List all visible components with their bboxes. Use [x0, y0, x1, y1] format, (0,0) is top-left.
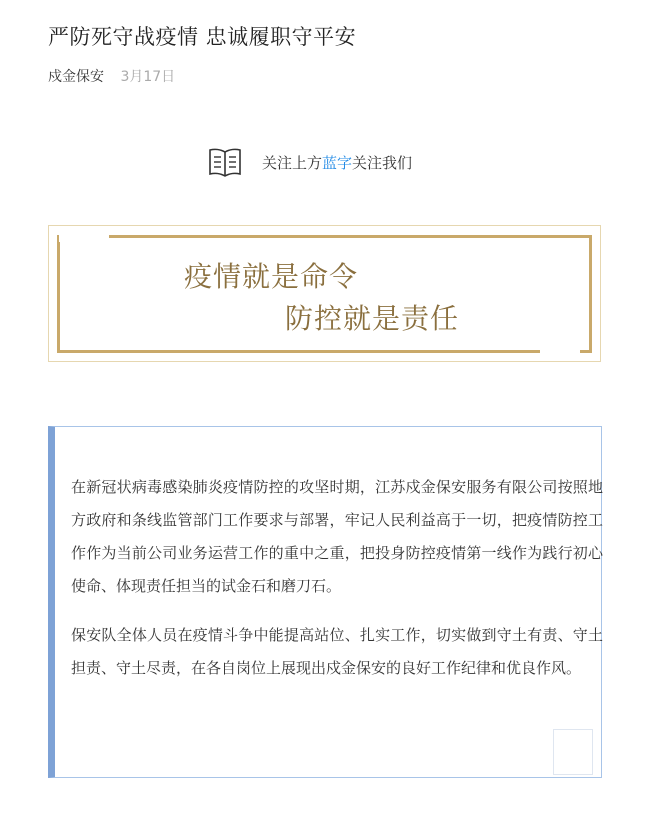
publish-date: 3月17日 — [120, 69, 176, 85]
frame-gap-bottom — [540, 343, 580, 357]
article-meta — [48, 66, 175, 86]
slogan-line-1: 疫情就是命令 — [184, 260, 359, 293]
follow-text — [262, 152, 412, 173]
blue-text-link[interactable]: 蓝字 — [322, 153, 353, 172]
slogan-line-2: 防控就是责任 — [285, 302, 460, 335]
article-title: 严防死守战疫情 忠诚履职守平安 — [48, 25, 357, 49]
slogan-banner — [48, 225, 601, 362]
author-link[interactable]: 戍金保安 — [48, 69, 104, 85]
follow-after: 关注我们 — [352, 153, 413, 172]
article-body-box — [48, 426, 602, 778]
book-icon — [208, 147, 242, 177]
follow-before: 关注上方 — [262, 153, 323, 172]
body-paragraph-2: 保安队全体人员在疫情斗争中能提高站位、扎实工作，切实做到守土有责、守土担责、守土尽责，在各自岗位上展现出戍金保安的良好工作纪律和优良作风。 — [71, 626, 603, 677]
frame-gap-top — [59, 230, 109, 242]
follow-prompt — [208, 146, 412, 178]
corner-decoration — [553, 729, 593, 775]
body-paragraph-1: 在新冠状病毒感染肺炎疫情防控的攻坚时期，江苏戍金保安服务有限公司按照地方政府和条线监管部门工作要求与部署，牢记人民利益高于一切，把疫情防控工作作为当前公司业务运营工作的重中之重，把投身防控疫情第一线作为践行初心使命、体现责任担当的试金石和磨刀石。 — [71, 478, 603, 595]
